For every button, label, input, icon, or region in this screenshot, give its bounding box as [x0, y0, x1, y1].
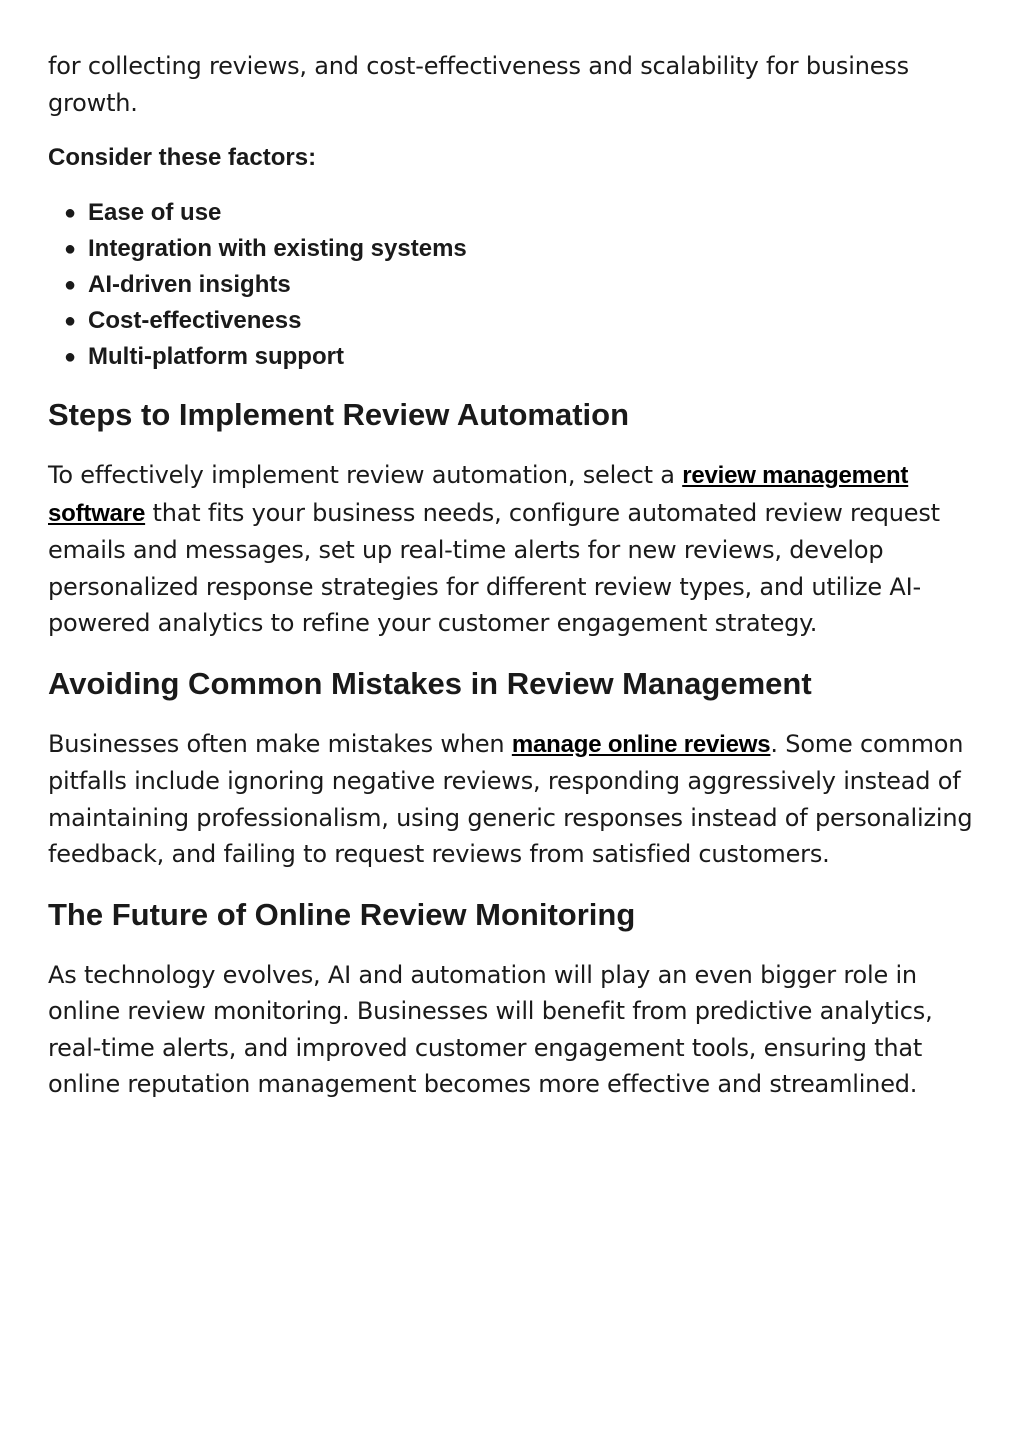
list-item-label: Ease of use [88, 199, 222, 226]
list-item [64, 231, 978, 267]
steps-text-before-link: To effectively implement review automation, select a [48, 461, 683, 489]
document-page [48, 48, 978, 1103]
factors-list [48, 195, 978, 375]
review-management-software-link[interactable]: review management software [48, 462, 909, 527]
list-item [64, 267, 978, 303]
bullet-icon: ● [64, 238, 77, 260]
list-item-label: AI-driven insights [88, 271, 291, 298]
manage-online-reviews-link[interactable]: manage online reviews [511, 730, 771, 758]
steps-text-after-link: that fits your business needs, configure automated review request emails and messages, set up real-time alerts for new reviews, develop personalized response strategies for different review types, and utilize AI-powered analytics to refine your customer engagement strategy. [48, 498, 940, 637]
bullet-icon: ● [64, 346, 77, 368]
mistakes-heading: Avoiding Common Mistakes in Review Management [48, 665, 812, 701]
mistakes-text-before-link: Businesses often make mistakes when [48, 729, 512, 758]
mistakes-text-after-link: . Some common pitfalls include ignoring negative reviews, responding aggressively instead of maintaining professionalism, using generic responses instead of personalizing feedback, and failing to request reviews from satisfied customers. [48, 729, 973, 868]
list-item [64, 303, 978, 339]
steps-paragraph [48, 457, 978, 642]
intro-paragraph: for collecting reviews, and cost-effectiveness and scalability for business growth. [48, 52, 909, 117]
steps-heading: Steps to Implement Review Automation [48, 397, 630, 432]
factors-label: Consider these factors: [48, 144, 317, 171]
mistakes-paragraph [48, 726, 978, 873]
list-item [64, 195, 978, 231]
list-item-label: Integration with existing systems [88, 235, 467, 262]
future-paragraph: As technology evolves, AI and automation will play an even bigger role in online review monitoring. Businesses will benefit from predictive analytics, real-time alerts, and improved customer engagement tools, ensuring that online reputation management becomes more effective and streamlined. [48, 960, 933, 1098]
bullet-icon: ● [64, 274, 77, 296]
bullet-icon: ● [64, 310, 77, 332]
list-item-label: Cost-effectiveness [88, 307, 302, 334]
bullet-icon: ● [64, 202, 77, 224]
future-heading: The Future of Online Review Monitoring [48, 896, 636, 932]
list-item-label: Multi-platform support [88, 343, 344, 370]
list-item [64, 339, 978, 375]
